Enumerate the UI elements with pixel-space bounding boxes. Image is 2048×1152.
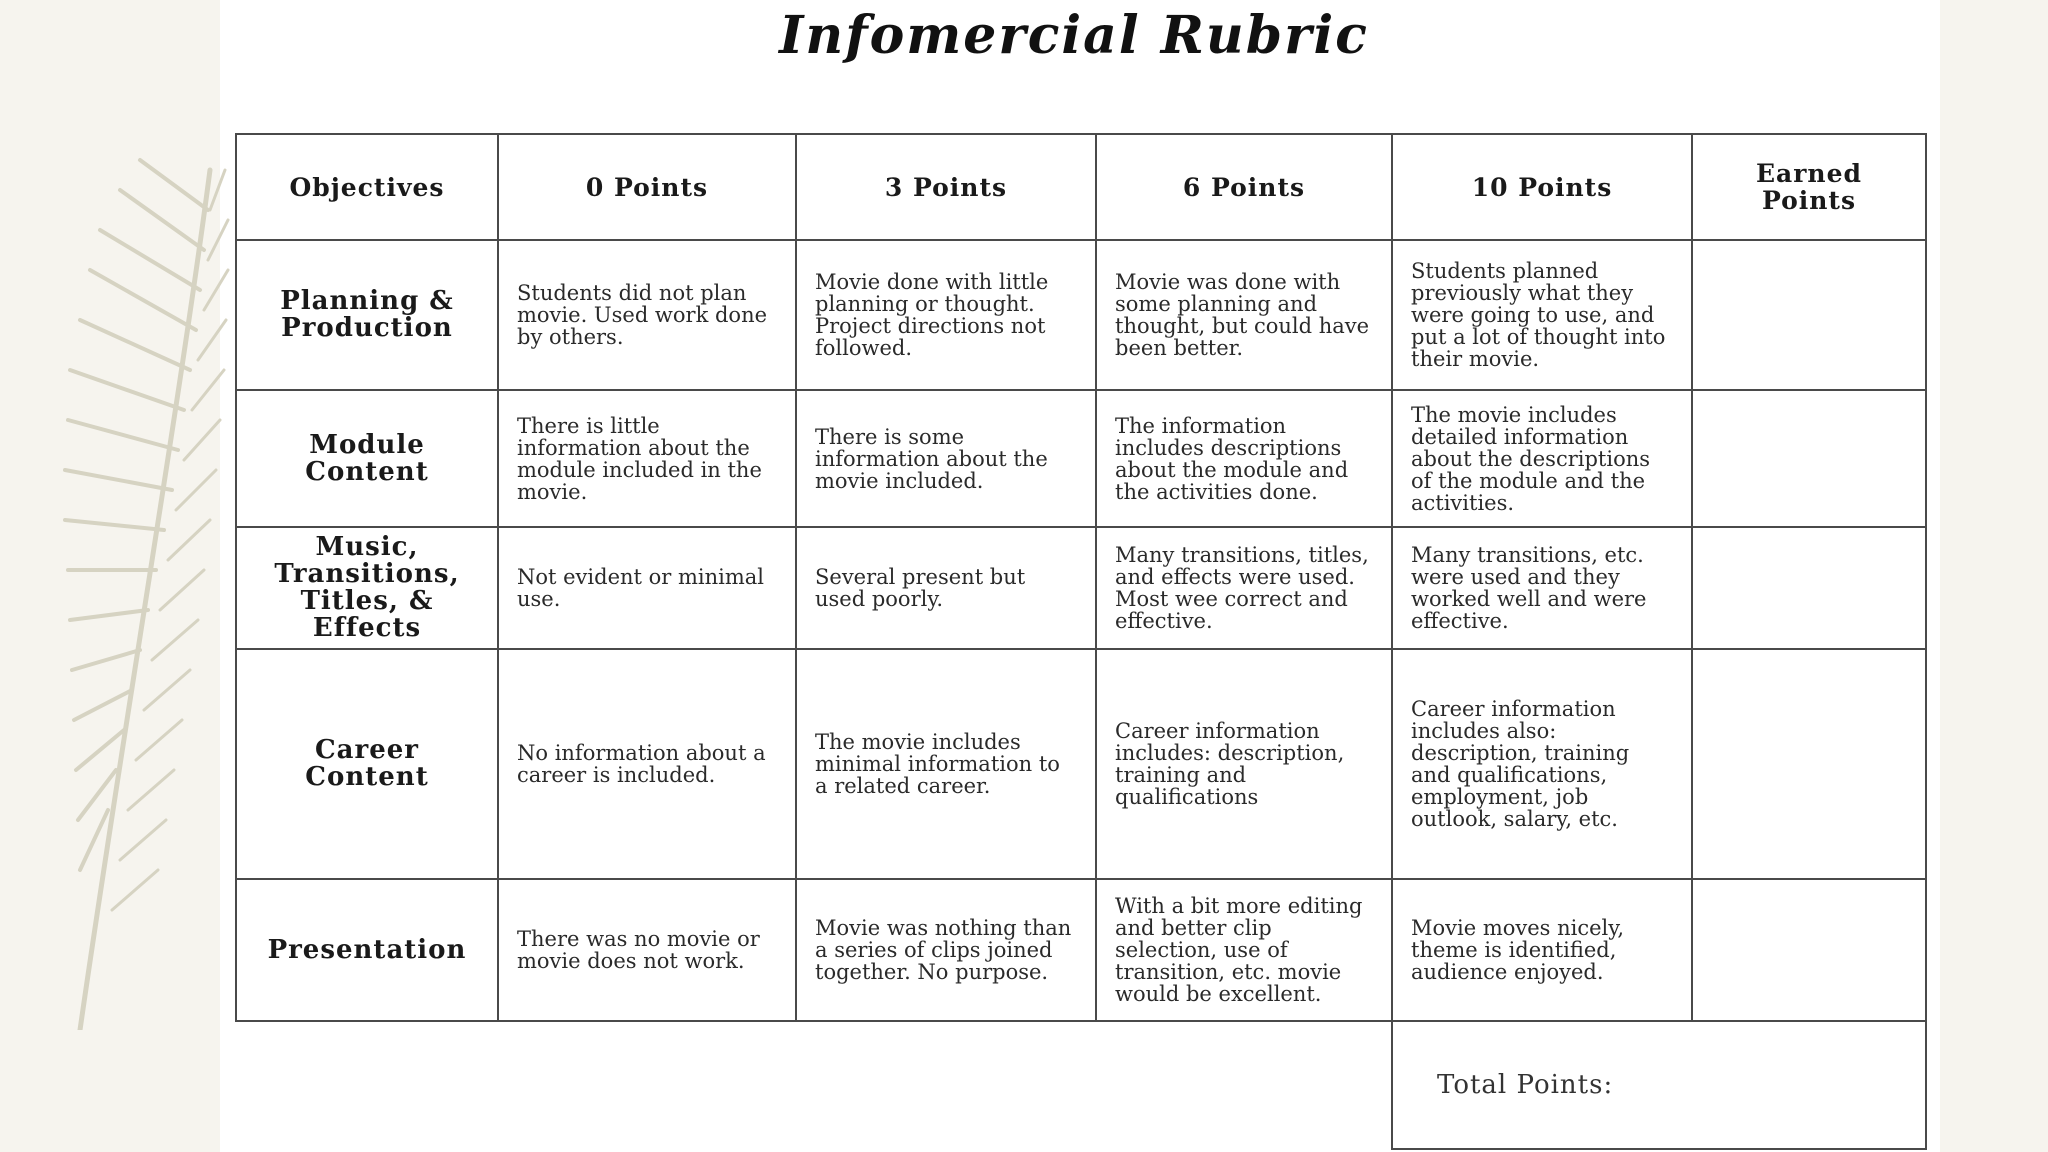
column-header-0-points: 0 Points	[498, 134, 796, 240]
blank-cell	[236, 1021, 1392, 1149]
objective-cell: Module Content	[236, 390, 498, 527]
rubric-cell: There was no movie or movie does not work.	[498, 879, 796, 1021]
earned-points-cell[interactable]	[1692, 879, 1926, 1021]
table-row	[236, 879, 1926, 1021]
rubric-cell: Movie was done with some planning and thought, but could have been better.	[1096, 240, 1392, 390]
table-row	[236, 527, 1926, 649]
header-row	[236, 134, 1926, 240]
table-row	[236, 390, 1926, 527]
rubric-cell: The information includes descriptions about the module and the activities done.	[1096, 390, 1392, 527]
rubric-cell: Not evident or minimal use.	[498, 527, 796, 649]
rubric-cell: Several present but used poorly.	[796, 527, 1096, 649]
rubric-cell: Career information includes also: description, training and qualifications, employment, job outlook, salary, etc.	[1392, 649, 1692, 879]
rubric-cell: No information about a career is included.	[498, 649, 796, 879]
table-row	[236, 240, 1926, 390]
total-points-cell[interactable]	[1392, 1021, 1926, 1149]
rubric-title: Infomercial Rubric	[779, 5, 1369, 66]
rubric-cell: Students did not plan movie. Used work done by others.	[498, 240, 796, 390]
rubric-cell: Students planned previously what they were going to use, and put a lot of thought into their movie.	[1392, 240, 1692, 390]
column-header-3-points: 3 Points	[796, 134, 1096, 240]
rubric-cell: Career information includes: description, training and qualifications	[1096, 649, 1392, 879]
rubric-cell: Many transitions, titles, and effects were used. Most wee correct and effective.	[1096, 527, 1392, 649]
table-row	[236, 649, 1926, 879]
earned-points-cell[interactable]	[1692, 390, 1926, 527]
rubric-cell: With a bit more editing and better clip selection, use of transition, etc. movie would be excellent.	[1096, 879, 1392, 1021]
rubric-cell: The movie includes minimal information to a related career.	[796, 649, 1096, 879]
rubric-cell: Movie done with little planning or thought. Project directions not followed.	[796, 240, 1096, 390]
objective-cell: Music, Transitions, Titles, & Effects	[236, 527, 498, 649]
earned-points-cell[interactable]	[1692, 527, 1926, 649]
total-row	[236, 1021, 1926, 1149]
column-header-objectives: Objectives	[236, 134, 498, 240]
rubric-cell: There is little information about the module included in the movie.	[498, 390, 796, 527]
column-header-10-points: 10 Points	[1392, 134, 1692, 240]
rubric-cell: Movie moves nicely, theme is identified, audience enjoyed.	[1392, 879, 1692, 1021]
objective-cell: Planning & Production	[236, 240, 498, 390]
objective-cell: Career Content	[236, 649, 498, 879]
earned-points-cell[interactable]	[1692, 240, 1926, 390]
rubric-cell: There is some information about the movie included.	[796, 390, 1096, 527]
earned-points-cell[interactable]	[1692, 649, 1926, 879]
objective-cell: Presentation	[236, 879, 498, 1021]
rubric-table	[235, 133, 1927, 1150]
column-header-earned-points: Earned Points	[1692, 134, 1926, 240]
rubric-cell: The movie includes detailed information about the descriptions of the module and the activities.	[1392, 390, 1692, 527]
total-points-label: Total Points:	[1437, 1070, 1614, 1100]
column-header-6-points: 6 Points	[1096, 134, 1392, 240]
rubric-cell: Movie was nothing than a series of clips joined together. No purpose.	[796, 879, 1096, 1021]
rubric-cell: Many transitions, etc. were used and they worked well and were effective.	[1392, 527, 1692, 649]
palm-leaf-icon	[60, 150, 230, 1030]
